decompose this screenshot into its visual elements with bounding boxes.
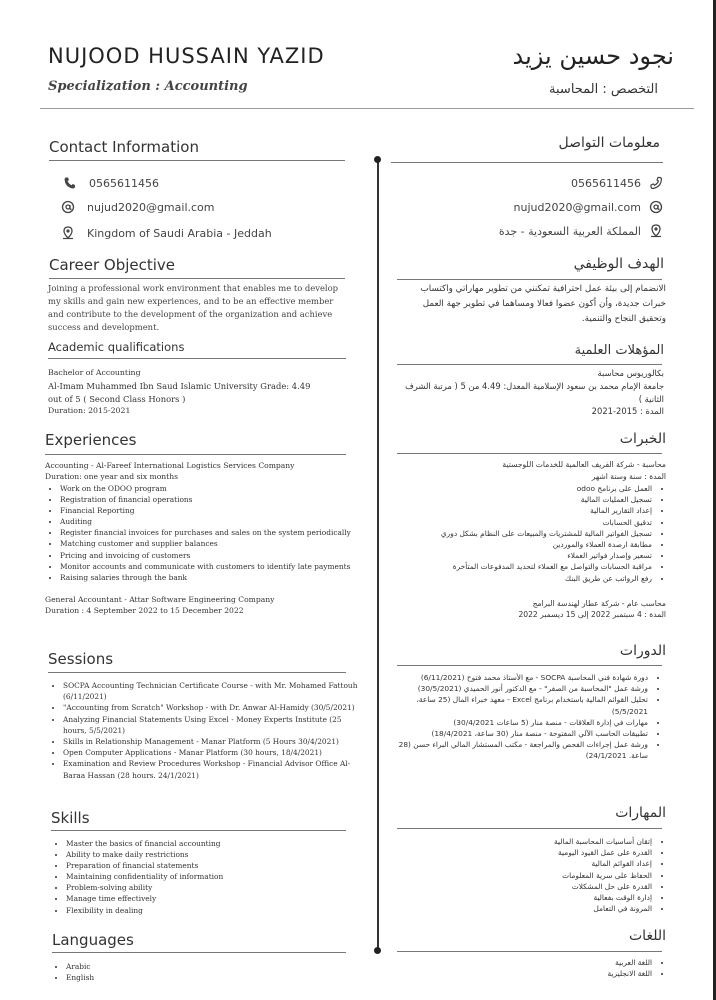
list-item: • اللغة الانجليزية bbox=[452, 968, 652, 979]
list-item: • Monitor accounts and communicate with customers to identify late payments bbox=[60, 561, 360, 572]
list-item: • English bbox=[66, 972, 266, 983]
skills-rule-en bbox=[51, 830, 346, 831]
list-item: • العمل على برنامج odoo bbox=[362, 483, 652, 494]
list-item: • إعداد القوائم المالية bbox=[402, 858, 652, 869]
at-sign-icon bbox=[61, 200, 75, 214]
name-english: NUJOOD HUSSAIN YAZID bbox=[48, 44, 325, 68]
languages-rule-ar bbox=[397, 951, 662, 952]
list-item: • إعداد التقارير المالية bbox=[362, 505, 652, 516]
at-sign-icon bbox=[649, 200, 663, 214]
location-text-ar: المملكة العربية السعودية - جدة bbox=[498, 224, 641, 238]
list-item: • المرونة في التعامل bbox=[402, 903, 652, 914]
job2-duration-ar: المدة : 4 سبتمبر 2022 إلى 15 ديسمبر 2022 bbox=[518, 610, 666, 619]
sessions-rule-ar bbox=[397, 665, 662, 666]
languages-heading-ar: اللغات bbox=[629, 928, 666, 944]
academic-heading-en: Academic qualifications bbox=[48, 340, 185, 354]
list-item: • تحليل القوائم المالية باستخدام برنامج Excel - معهد خبراء المال (25 ساعة، 5/5/2021) bbox=[380, 694, 648, 716]
school-en: Al-Imam Muhammed Ibn Saud Islamic University Grade: 4.49 out of 5 ( Second Class Honors ) bbox=[48, 381, 311, 404]
list-item: • Preparation of financial statements bbox=[66, 860, 366, 871]
contact-heading-en: Contact Information bbox=[49, 138, 199, 156]
skills-heading-en: Skills bbox=[51, 809, 90, 827]
job1-title-en: Accounting - Al-Fareef International Logistics Services Company bbox=[45, 461, 295, 470]
list-item: • SOCPA Accounting Technician Certificate Course - with Mr. Mohamed Fattouh (6/11/2021) bbox=[63, 680, 363, 702]
experiences-heading-en: Experiences bbox=[45, 431, 137, 449]
skills-rule-ar bbox=[397, 828, 662, 829]
list-item: • إدارة الوقت بفعالية bbox=[402, 892, 652, 903]
school-ar: جامعة الإمام محمد بن سعود الإسلامية المعدل: 4.49 من 5 ( مرتبة الشرف الثانية ) bbox=[405, 381, 664, 404]
phone-ar bbox=[571, 176, 663, 190]
contact-heading-ar: معلومات التواصل bbox=[558, 135, 660, 151]
sessions-rule-en bbox=[48, 672, 346, 673]
location-ar bbox=[499, 224, 663, 238]
list-item: • Register financial invoices for purchases and sales on the system periodically bbox=[60, 527, 360, 538]
list-item: • Open Computer Applications - Manar Platform (30 hours, 18/4/2021) bbox=[63, 747, 363, 758]
list-item: • Work on the ODOO program bbox=[60, 483, 360, 494]
timeline-bottom-dot bbox=[374, 947, 381, 954]
phone-icon bbox=[63, 176, 77, 190]
list-item: • اللغة العربية bbox=[452, 957, 652, 968]
academic-rule-ar bbox=[397, 364, 662, 365]
sessions-heading-ar: الدورات bbox=[619, 643, 666, 659]
list-item: • Arabic bbox=[66, 961, 266, 972]
location-pin-icon bbox=[61, 226, 75, 240]
list-item: • Examination and Review Procedures Workshop - Financial Advisor Office Al-Baraa Hassan (28 hours. 24/1/2021) bbox=[63, 758, 363, 780]
list-item: • Matching customer and supplier balances bbox=[60, 538, 360, 549]
sessions-list-ar bbox=[380, 672, 662, 762]
job2-title-en: General Accountant - Attar Software Engineering Company bbox=[45, 595, 275, 604]
list-item: • الحفاظ على سرية المعلومات bbox=[402, 870, 652, 881]
list-item: • Registration of financial operations bbox=[60, 494, 360, 505]
skills-list-en bbox=[52, 838, 366, 916]
job2-duration-en: Duration : 4 September 2022 to 15 December 2022 bbox=[45, 606, 244, 615]
email-ar bbox=[514, 200, 664, 214]
academic-duration-ar: المدة : 2015-2021 bbox=[591, 406, 664, 416]
objective-heading-en: Career Objective bbox=[49, 256, 176, 274]
list-item: • Analyzing Financial Statements Using Excel - Money Experts Institute (25 hours, 5/5/2021) bbox=[63, 714, 363, 736]
list-item: • تسعير وإصدار فواتير العملاء bbox=[362, 550, 652, 561]
objective-text-ar: الانضمام إلى بيئة عمل احترافية تمكنني من تطوير مهاراتي واكتساب خبرات جديدة، وأن أكون عضوا فعالا ومساهما في تطوير جهة العمل وتحقيق النجاح والتنمية. bbox=[420, 284, 666, 324]
email-text-ar: nujud2020@gmail.com bbox=[513, 200, 641, 214]
sessions-heading-en: Sessions bbox=[48, 650, 114, 668]
location-text-en: Kingdom of Saudi Arabia - Jeddah bbox=[87, 226, 272, 240]
list-item: • مطابقة ارصدة العملاء والموردين bbox=[362, 539, 652, 550]
list-item: • Skills in Relationship Management - Manar Platform (5 Hours 30/4/2021) bbox=[63, 736, 363, 747]
list-item: • Master the basics of financial accounting bbox=[66, 838, 366, 849]
location-pin-icon bbox=[649, 224, 663, 238]
skills-heading-ar: المهارات bbox=[615, 805, 666, 821]
list-item: • القدرة على حل المشكلات bbox=[402, 881, 652, 892]
header-divider bbox=[40, 108, 694, 109]
list-item: • مهارات في إدارة العلاقات - منصة منار (5 ساعات 30/4/2021) bbox=[380, 717, 648, 728]
name-arabic: نجود حسين يزيد bbox=[512, 42, 674, 70]
list-item: • ورشة عمل "المحاسبة من الصفر" - مع الدكتور أنور الحميدي (30/5/2021) bbox=[380, 683, 648, 694]
sessions-list-en bbox=[49, 680, 363, 781]
experiences-rule-en bbox=[45, 454, 346, 455]
phone-text-ar: 0565611456 bbox=[571, 176, 641, 190]
list-item: • القدرة على عمل القيود اليومية bbox=[402, 847, 652, 858]
objective-heading-ar: الهدف الوظيفي bbox=[573, 256, 664, 272]
location-en bbox=[61, 226, 272, 240]
phone-icon bbox=[649, 176, 663, 190]
list-item: • ورشة عمل إجراءات الفحص والمراجعة - مكتب المستشار المالي البراء حسن (28 ساعة. 24/1/2021) bbox=[380, 739, 648, 761]
specialization-arabic: التخصص : المحاسبة bbox=[549, 82, 658, 97]
contact-rule-en bbox=[49, 160, 345, 161]
list-item: • "Accounting from Scratch" Workshop - with Dr. Anwar Al-Hamidy (30/5/2021) bbox=[63, 702, 363, 713]
languages-heading-en: Languages bbox=[52, 931, 134, 949]
contact-rule-ar bbox=[391, 162, 663, 163]
list-item: • Problem-solving ability bbox=[66, 882, 366, 893]
job1-title-ar: محاسبة - شركة الفريف العالمية للخدمات اللوجستية bbox=[502, 460, 666, 469]
list-item: • تسجيل العمليات المالية bbox=[362, 494, 652, 505]
list-item: • دورة شهادة فني المحاسبة SOCPA - مع الأستاذ محمد فتوح (6/11/2021) bbox=[380, 672, 648, 683]
languages-rule-en bbox=[52, 952, 346, 953]
objective-rule-ar bbox=[397, 279, 662, 280]
list-item: • Ability to make daily restrictions bbox=[66, 849, 366, 860]
objective-text-en: Joining a professional work environment that enables me to develop my skills and gain new experiences, and to be an effective member and contribute to the development of the organization and achieve success and development. bbox=[48, 283, 338, 332]
skills-list-ar bbox=[402, 836, 666, 914]
job1-tasks-en bbox=[46, 483, 360, 583]
specialization-english: Specialization : Accounting bbox=[48, 79, 248, 94]
list-item: • Auditing bbox=[60, 516, 360, 527]
phone-text-en: 0565611456 bbox=[89, 176, 159, 190]
job1-tasks-ar bbox=[362, 483, 666, 584]
languages-list-ar bbox=[452, 957, 666, 979]
list-item: • Pricing and invoicing of customers bbox=[60, 550, 360, 561]
objective-rule-en bbox=[49, 278, 345, 279]
list-item: • تسجيل الفواتير المالية للمشتريات والمبيعات على النظام بشكل دوري bbox=[362, 528, 652, 539]
list-item: • Raising salaries through the bank bbox=[60, 572, 360, 583]
list-item: • Flexibility in dealing bbox=[66, 905, 366, 916]
list-item: • تدقيق الحسابات bbox=[362, 517, 652, 528]
job1-duration-ar: المدة : سنة وستة اشهر bbox=[591, 472, 666, 481]
list-item: • مراقبة الحسابات والتواصل مع العملاء لتحديد المدفوعات المتأخرة bbox=[362, 561, 652, 572]
job1-duration-en: Duration: one year and six months bbox=[45, 472, 178, 481]
academic-rule-en bbox=[48, 358, 346, 359]
list-item: • إتقان أساسيات المحاسبة المالية bbox=[402, 836, 652, 847]
phone-en bbox=[63, 176, 159, 190]
list-item: • تطبيقات الحاسب الآلي المفتوحة - منصة منار (30 ساعة، 18/4/2021) bbox=[380, 728, 648, 739]
experiences-heading-ar: الخبرات bbox=[619, 431, 666, 447]
experiences-rule-ar bbox=[397, 453, 662, 454]
email-text-en: nujud2020@gmail.com bbox=[87, 200, 215, 214]
email-en bbox=[61, 200, 215, 214]
list-item: • Maintaining confidentiality of information bbox=[66, 871, 366, 882]
languages-list-en bbox=[52, 961, 266, 983]
degree-ar: بكالوريوس محاسبة bbox=[597, 368, 664, 378]
academic-heading-ar: المؤهلات العلمية bbox=[574, 343, 664, 358]
job2-title-ar: محاسب عام - شركة عطار لهندسة البرامج bbox=[532, 599, 666, 608]
list-item: • رفع الرواتب عن طريق البنك bbox=[362, 573, 652, 584]
academic-duration-en: Duration: 2015-2021 bbox=[48, 406, 131, 415]
timeline-top-dot bbox=[374, 156, 381, 163]
degree-en: Bachelor of Accounting bbox=[48, 368, 141, 377]
list-item: • Manage time effectively bbox=[66, 893, 366, 904]
list-item: • Financial Reporting bbox=[60, 505, 360, 516]
